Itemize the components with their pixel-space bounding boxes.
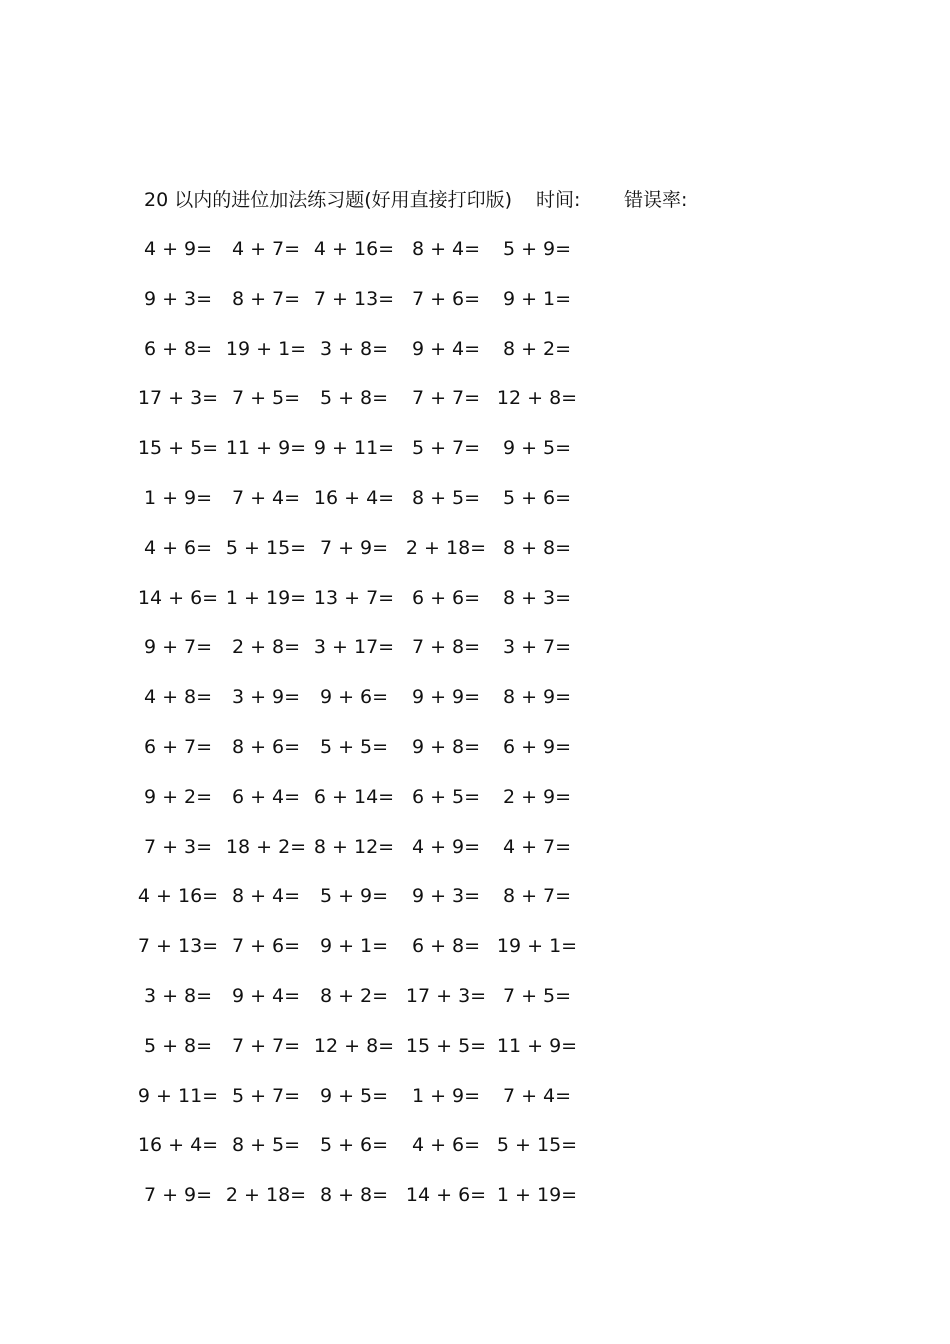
addition-problem: 8 + 9=	[502, 686, 572, 709]
addition-problem: 7 + 6=	[231, 935, 301, 958]
addition-problem: 1 + 9=	[143, 486, 213, 509]
addition-problem: 8 + 2=	[502, 337, 572, 360]
time-label: 时间:	[536, 189, 581, 211]
addition-problem: 5 + 6=	[319, 1134, 389, 1157]
problem-row	[0, 1182, 950, 1232]
addition-problem: 9 + 4=	[231, 984, 301, 1007]
addition-problem: 4 + 9=	[411, 835, 481, 858]
addition-problem: 9 + 6=	[319, 686, 389, 709]
addition-problem: 4 + 7=	[502, 835, 572, 858]
addition-problem: 2 + 8=	[231, 636, 301, 659]
addition-problem: 8 + 5=	[231, 1134, 301, 1157]
addition-problem: 8 + 12=	[313, 835, 395, 858]
addition-problem: 8 + 7=	[231, 287, 301, 310]
addition-problem: 8 + 6=	[231, 735, 301, 758]
worksheet-title: 20 以内的进位加法练习题(好用直接打印版)	[144, 189, 513, 211]
addition-problem: 6 + 9=	[502, 735, 572, 758]
addition-problem: 14 + 6=	[137, 586, 219, 609]
addition-problem: 4 + 16=	[313, 238, 395, 260]
addition-problem: 5 + 15=	[496, 1134, 578, 1157]
addition-problem: 6 + 7=	[143, 735, 213, 758]
addition-problem: 7 + 13=	[137, 935, 219, 958]
addition-problem: 4 + 8=	[143, 686, 213, 709]
addition-problem: 16 + 4=	[313, 486, 395, 509]
addition-problem: 6 + 8=	[143, 337, 213, 360]
addition-problem: 1 + 19=	[496, 1184, 578, 1207]
addition-problem: 9 + 3=	[411, 885, 481, 908]
problem-row	[0, 535, 950, 585]
addition-problem: 8 + 7=	[502, 885, 572, 908]
addition-problem: 18 + 2=	[225, 835, 307, 858]
addition-problem: 8 + 2=	[319, 984, 389, 1007]
addition-problem: 2 + 18=	[225, 1184, 307, 1207]
addition-problem: 7 + 4=	[502, 1084, 572, 1107]
addition-problem: 9 + 9=	[411, 686, 481, 709]
addition-problem: 9 + 8=	[411, 735, 481, 758]
addition-problem: 8 + 8=	[319, 1184, 389, 1207]
addition-problem: 15 + 5=	[405, 1034, 487, 1057]
problem-row	[0, 286, 950, 336]
addition-problem: 17 + 3=	[137, 387, 219, 410]
addition-problem: 4 + 6=	[143, 536, 213, 559]
problem-row	[0, 385, 950, 435]
addition-problem: 6 + 6=	[411, 586, 481, 609]
addition-problem: 7 + 9=	[143, 1184, 213, 1207]
addition-problem: 8 + 3=	[502, 586, 572, 609]
addition-problem: 6 + 5=	[411, 785, 481, 808]
error-rate-label: 错误率:	[624, 189, 688, 211]
addition-problem: 9 + 11=	[137, 1084, 219, 1107]
addition-problem: 5 + 5=	[319, 735, 389, 758]
addition-problem: 9 + 11=	[313, 437, 395, 460]
problem-row	[0, 784, 950, 834]
addition-problem: 1 + 9=	[411, 1084, 481, 1107]
addition-problem: 14 + 6=	[405, 1184, 487, 1207]
addition-problem: 6 + 8=	[411, 935, 481, 958]
addition-problem: 5 + 15=	[225, 536, 307, 559]
problem-row	[0, 634, 950, 684]
addition-problem: 5 + 8=	[143, 1034, 213, 1057]
addition-problem: 5 + 9=	[502, 238, 572, 260]
addition-problem: 5 + 8=	[319, 387, 389, 410]
addition-problem: 8 + 8=	[502, 536, 572, 559]
problem-row	[0, 883, 950, 933]
addition-problem: 7 + 5=	[502, 984, 572, 1007]
problem-row	[0, 933, 950, 983]
addition-problem: 17 + 3=	[405, 984, 487, 1007]
addition-problem: 19 + 1=	[496, 935, 578, 958]
problem-row	[0, 734, 950, 784]
addition-problem: 9 + 2=	[143, 785, 213, 808]
addition-problem: 5 + 9=	[319, 885, 389, 908]
addition-problem: 4 + 7=	[231, 238, 301, 260]
addition-problem: 7 + 4=	[231, 486, 301, 509]
addition-problem: 9 + 3=	[143, 287, 213, 310]
addition-problem: 3 + 9=	[231, 686, 301, 709]
addition-problem: 5 + 7=	[411, 437, 481, 460]
addition-problem: 12 + 8=	[313, 1034, 395, 1057]
problem-row	[0, 336, 950, 386]
addition-problem: 9 + 1=	[502, 287, 572, 310]
addition-problem: 7 + 6=	[411, 287, 481, 310]
problem-grid	[0, 236, 950, 1232]
addition-problem: 11 + 9=	[496, 1034, 578, 1057]
addition-problem: 12 + 8=	[496, 387, 578, 410]
addition-problem: 7 + 3=	[143, 835, 213, 858]
addition-problem: 3 + 17=	[313, 636, 395, 659]
addition-problem: 9 + 1=	[319, 935, 389, 958]
problem-row	[0, 684, 950, 734]
problem-row	[0, 585, 950, 635]
addition-problem: 7 + 7=	[411, 387, 481, 410]
addition-problem: 7 + 13=	[313, 287, 395, 310]
problem-row	[0, 236, 950, 286]
problem-row	[0, 435, 950, 485]
addition-problem: 2 + 9=	[502, 785, 572, 808]
addition-problem: 8 + 5=	[411, 486, 481, 509]
problem-row	[0, 1132, 950, 1182]
addition-problem: 6 + 4=	[231, 785, 301, 808]
addition-problem: 8 + 4=	[231, 885, 301, 908]
problem-row	[0, 485, 950, 535]
problem-row	[0, 983, 950, 1033]
addition-problem: 5 + 7=	[231, 1084, 301, 1107]
problem-row	[0, 834, 950, 884]
addition-problem: 5 + 6=	[502, 486, 572, 509]
addition-problem: 7 + 5=	[231, 387, 301, 410]
addition-problem: 3 + 8=	[319, 337, 389, 360]
addition-problem: 3 + 7=	[502, 636, 572, 659]
addition-problem: 9 + 5=	[319, 1084, 389, 1107]
addition-problem: 16 + 4=	[137, 1134, 219, 1157]
addition-problem: 4 + 16=	[137, 885, 219, 908]
addition-problem: 9 + 7=	[143, 636, 213, 659]
addition-problem: 2 + 18=	[405, 536, 487, 559]
addition-problem: 4 + 9=	[143, 238, 213, 260]
problem-row	[0, 1083, 950, 1133]
addition-problem: 6 + 14=	[313, 785, 395, 808]
addition-problem: 7 + 8=	[411, 636, 481, 659]
problem-row	[0, 1033, 950, 1083]
addition-problem: 15 + 5=	[137, 437, 219, 460]
addition-problem: 4 + 6=	[411, 1134, 481, 1157]
addition-problem: 3 + 8=	[143, 984, 213, 1007]
addition-problem: 9 + 4=	[411, 337, 481, 360]
addition-problem: 9 + 5=	[502, 437, 572, 460]
addition-problem: 19 + 1=	[225, 337, 307, 360]
addition-problem: 13 + 7=	[313, 586, 395, 609]
addition-problem: 7 + 7=	[231, 1034, 301, 1057]
addition-problem: 11 + 9=	[225, 437, 307, 460]
addition-problem: 7 + 9=	[319, 536, 389, 559]
addition-problem: 1 + 19=	[225, 586, 307, 609]
addition-problem: 8 + 4=	[411, 238, 481, 260]
